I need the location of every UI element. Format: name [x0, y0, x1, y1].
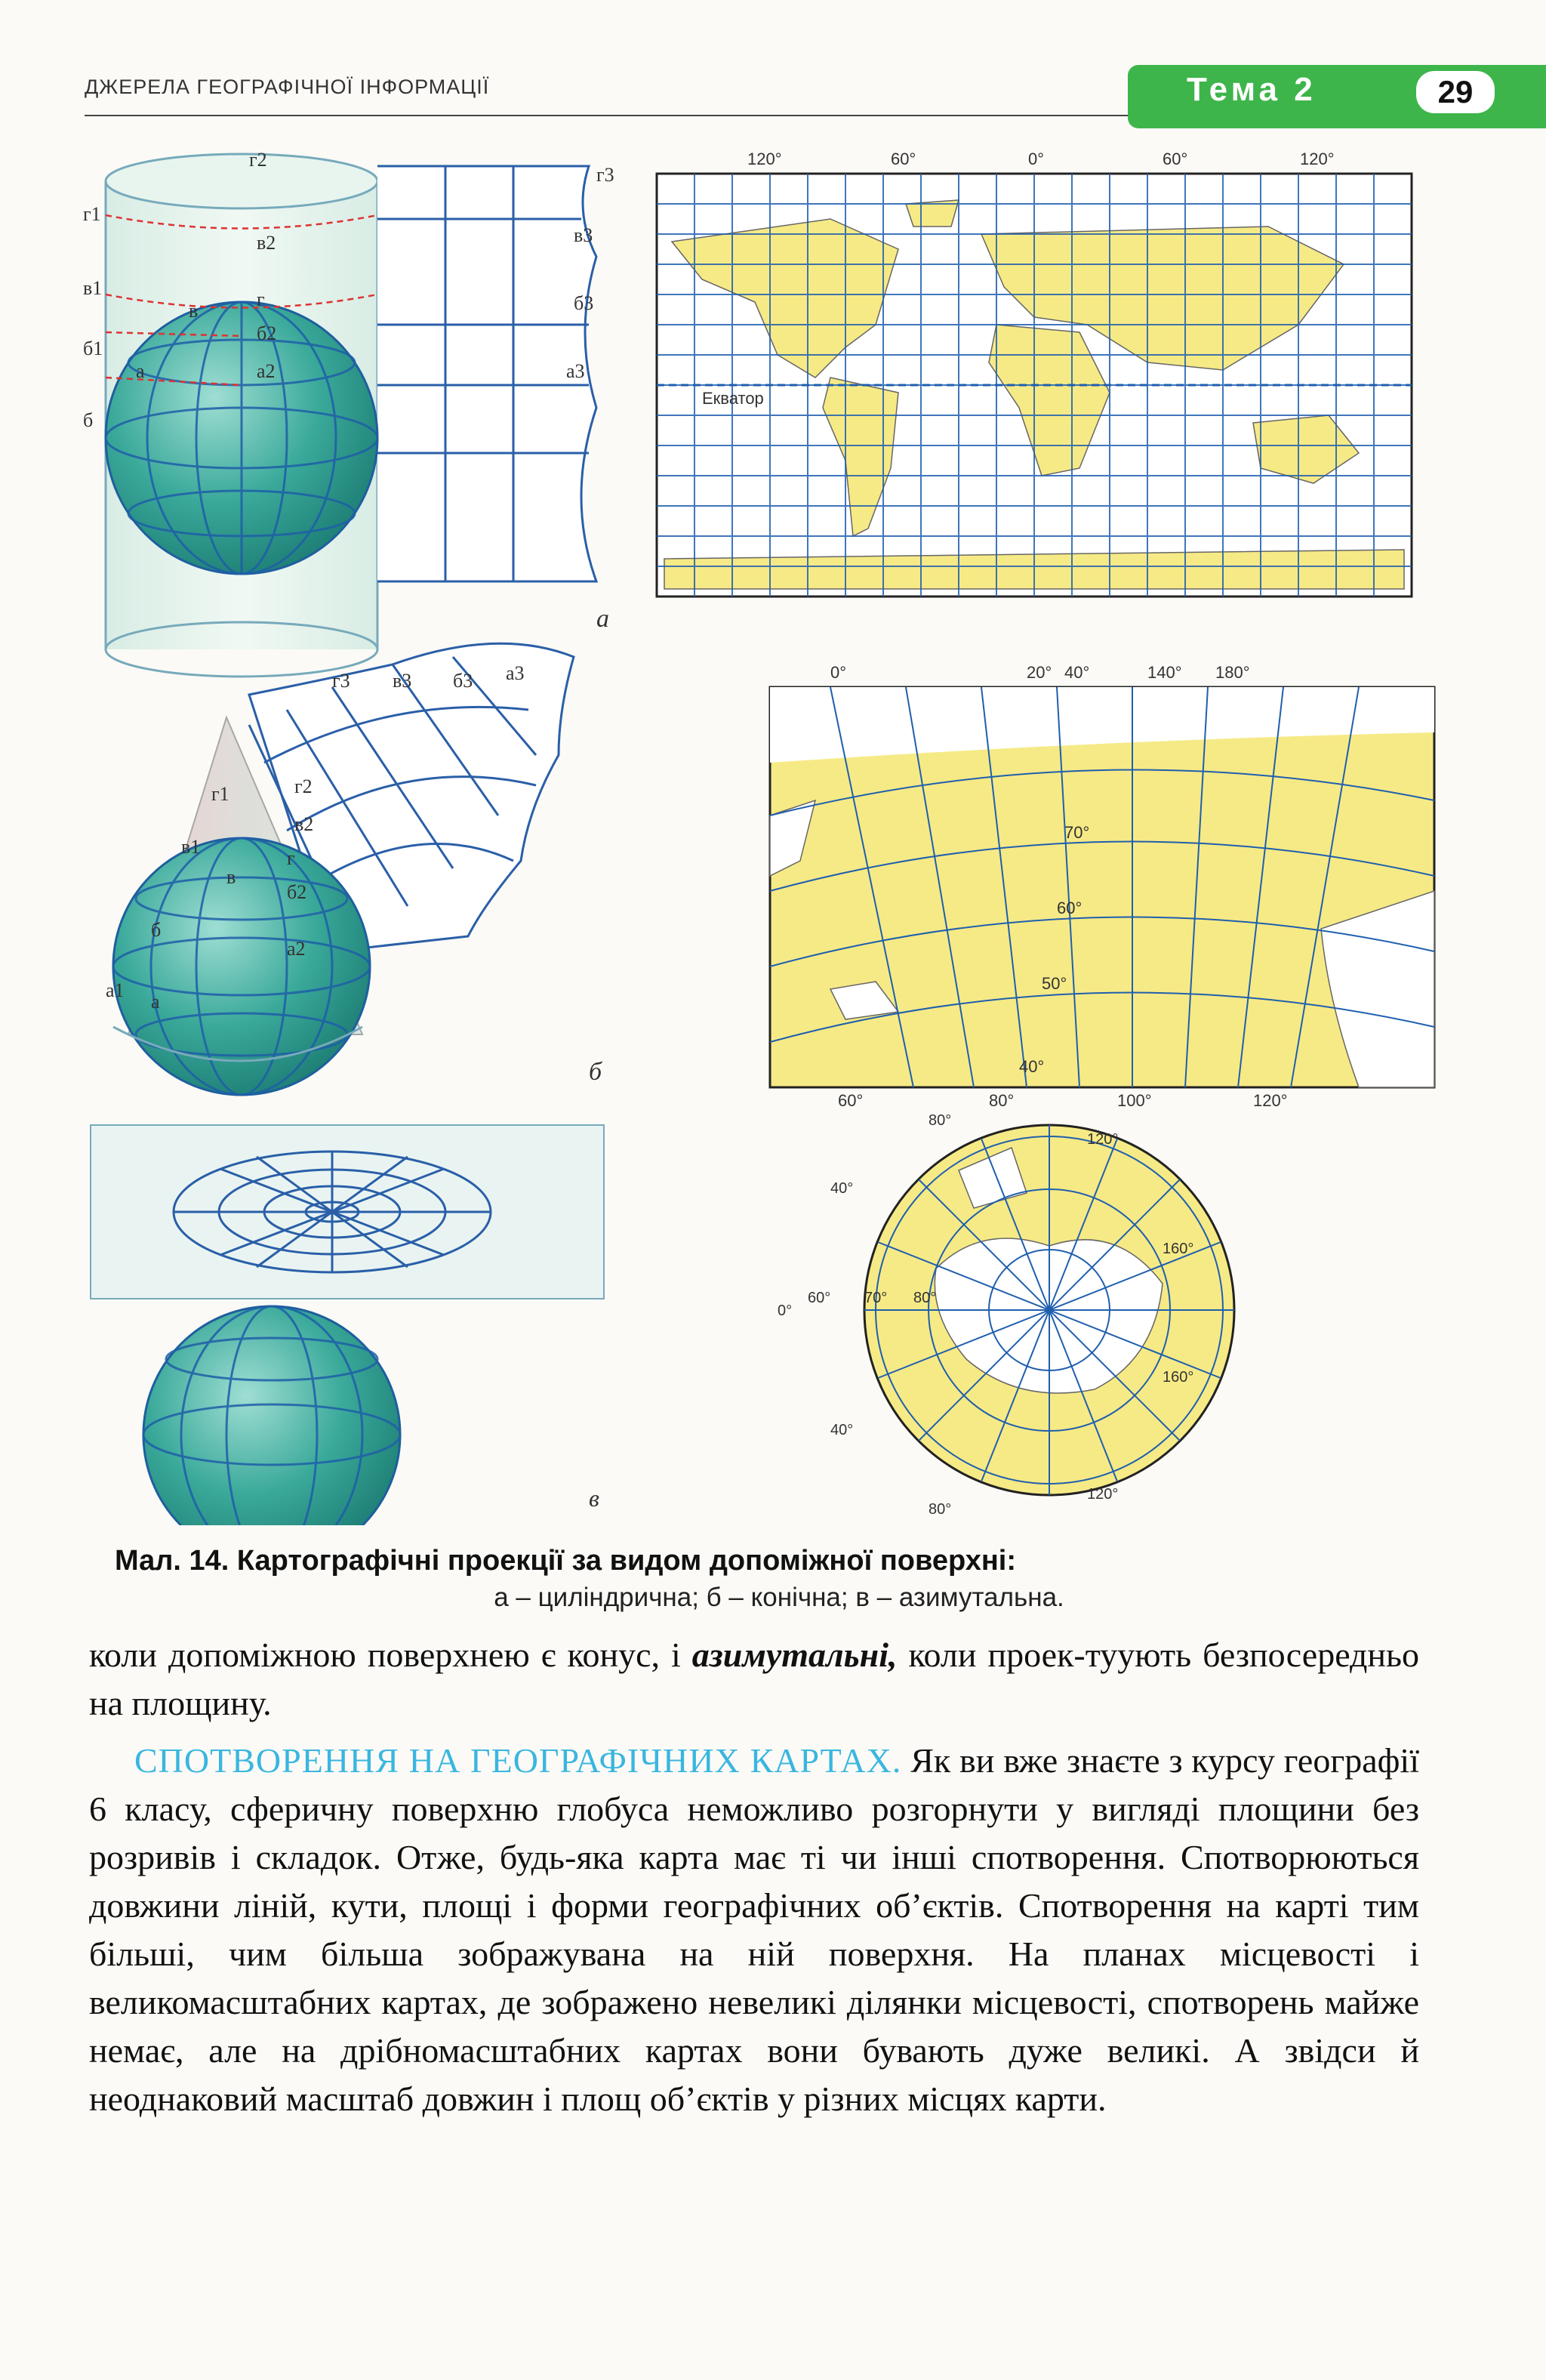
world-lon-0: 0° [1028, 150, 1045, 168]
cone-label-v2: в2 [294, 813, 314, 835]
cyl-label-g1: г1 [83, 203, 101, 225]
page-number: 29 [1416, 71, 1495, 113]
cone-label-v1: в1 [181, 836, 201, 858]
conic-map [770, 663, 1434, 1110]
panel-letter-a: а [596, 605, 609, 633]
polar-label-120-top: 120° [1087, 1131, 1119, 1148]
conic-top-0: 0° [830, 663, 847, 682]
panel-letter-v: в [589, 1484, 599, 1512]
figure-caption-subtitle: а – циліндрична; б – конічна; в – азимутальна. [494, 1583, 1064, 1612]
cyl-label-v1: в1 [83, 277, 103, 299]
cone-label-v: в [226, 866, 236, 888]
conic-top-40: 40° [1064, 663, 1090, 682]
polar-label-120-bottom: 120° [1087, 1486, 1119, 1503]
tema-label: Тема 2 [1187, 71, 1317, 108]
figure-projections [75, 136, 1495, 1525]
conic-bottom-80: 80° [989, 1091, 1015, 1110]
cyl-label-a3: а3 [566, 360, 585, 382]
cone-label-b3: б3 [453, 670, 473, 692]
cyl-label-b1: б1 [83, 338, 103, 359]
world-map-cylindrical [657, 150, 1412, 597]
cone-label-g3: г3 [332, 670, 350, 692]
conic-top-20: 20° [1027, 663, 1052, 682]
cyl-label-v2: в2 [257, 232, 276, 254]
figure-caption-title: Мал. 14. Картографічні проекції за видом допоміжної поверхні: [115, 1545, 1016, 1577]
conic-bottom-100: 100° [1117, 1091, 1152, 1110]
paragraph-2-text: Як ви вже знаєте з курсу географії 6 класу, сферичну поверхню глобуса неможливо розгорнути у вигляді площини без розривів і складок. Отже, будь-яка карта має ті чи інші спотворення. Спотворюються довжини ліній, кути, площі і форми географічних об’єктів. Спотворення на карті тим більші, чим більша зображувана на ній поверхня. На планах місцевості і великомасштабних картах, де зображено невеликі ділянки місцевості, спотворень майже немає, але на дрібномасштабних картах вони бувають дуже великі. А звідси й неоднаковий масштаб довжин і площ об’єктів у різних місцях карти. [89, 1741, 1419, 2118]
cone-label-g2: г2 [294, 775, 313, 797]
conic-top-140: 140° [1147, 663, 1182, 682]
conic-bottom-120: 120° [1253, 1091, 1288, 1110]
polar-label-40-bottom: 40° [830, 1422, 854, 1438]
world-lon-60e: 60° [1163, 150, 1188, 168]
cyl-label-a: а [136, 360, 145, 382]
polar-label-70: 70° [864, 1290, 888, 1306]
cone-label-g1: г1 [211, 783, 229, 805]
cyl-label-g2: г2 [249, 149, 267, 171]
conic-lat-60: 60° [1057, 899, 1083, 917]
cylinder-projection-diagram [83, 149, 614, 677]
polar-label-60: 60° [808, 1290, 831, 1306]
paragraph-1-text-b: коли проек-туують безпосередньо на площину. [89, 1635, 1420, 1722]
cyl-label-v: в [189, 300, 199, 322]
world-lon-120e: 120° [1300, 150, 1335, 168]
cone-label-a2: а2 [287, 938, 306, 960]
cone-label-g: г [287, 847, 295, 869]
cone-label-b: б [151, 919, 162, 941]
cyl-label-a2: а2 [257, 360, 276, 382]
cyl-label-v3: в3 [574, 224, 593, 246]
conic-lat-50: 50° [1042, 974, 1067, 993]
cone-label-a: а [151, 991, 160, 1013]
paragraph-1 [89, 1631, 1419, 1728]
equator-label: Екватор [702, 389, 764, 408]
polar-label-160-bottom: 160° [1163, 1369, 1194, 1386]
cyl-label-g3: г3 [596, 164, 614, 186]
polar-label-80-bottom: 80° [929, 1501, 952, 1518]
paragraph-2 [89, 1737, 1419, 2123]
cone-projection-diagram [106, 643, 603, 1095]
conic-bottom-60: 60° [838, 1091, 864, 1110]
polar-label-80-mid: 80° [913, 1290, 937, 1306]
cyl-label-g: г [257, 288, 265, 310]
cone-label-b2: б2 [287, 881, 307, 903]
cone-label-a1: а1 [106, 979, 125, 1001]
cone-label-v3: в3 [393, 670, 412, 692]
world-lon-60w: 60° [891, 150, 916, 168]
conic-lat-70: 70° [1064, 823, 1090, 842]
conic-lat-40: 40° [1019, 1057, 1045, 1076]
paragraph-1-text-a: коли допоміжною поверхнею є конус, і [89, 1635, 692, 1674]
cyl-label-b: б [83, 409, 94, 431]
world-lon-120w: 120° [747, 150, 782, 168]
polar-label-160-top: 160° [1163, 1241, 1194, 1257]
polar-label-0: 0° [778, 1303, 793, 1319]
panel-letter-b: б [589, 1058, 602, 1086]
cone-label-a3: а3 [506, 662, 525, 684]
polar-label-40-top: 40° [830, 1180, 854, 1197]
polar-label-80-top: 80° [929, 1112, 952, 1129]
term-azimuthal: азимутальні, [691, 1635, 898, 1674]
section-heading-distortions: СПОТВОРЕННЯ НА ГЕОГРАФІЧНИХ КАРТАХ. [134, 1741, 902, 1780]
polar-map [778, 1112, 1234, 1518]
conic-top-180: 180° [1215, 663, 1250, 682]
cyl-label-b3: б3 [574, 292, 594, 314]
cyl-label-b2: б2 [257, 322, 277, 344]
section-title: ДЖЕРЕЛА ГЕОГРАФІЧНОЇ ІНФОРМАЦІЇ [85, 76, 490, 98]
azimuthal-projection-diagram [91, 1125, 604, 1525]
